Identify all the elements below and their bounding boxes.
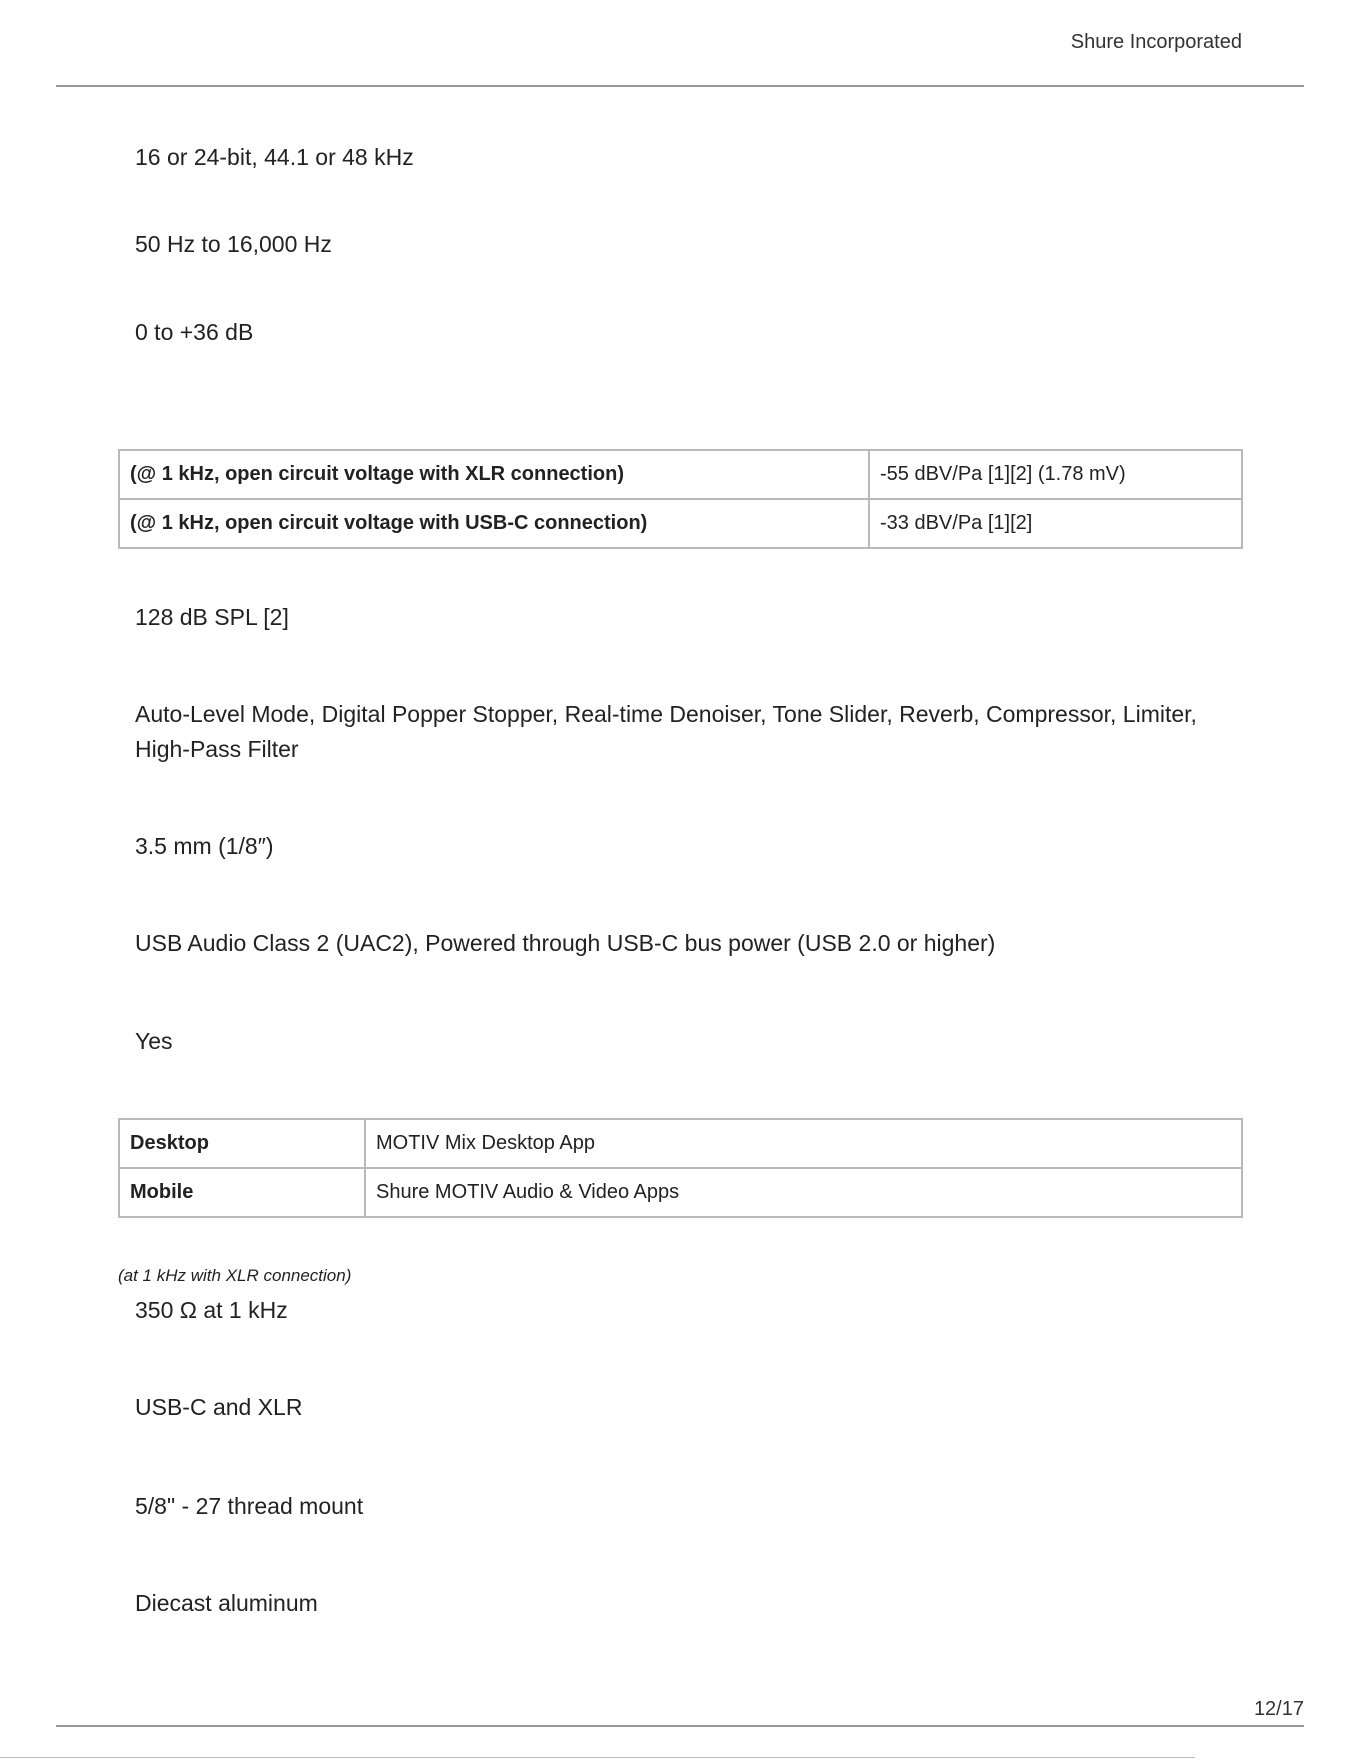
spec-mounting: 5/8" - 27 thread mount xyxy=(135,1493,364,1519)
app-mobile-value: Shure MOTIV Audio & Video Apps xyxy=(365,1168,1242,1217)
app-desktop-value: MOTIV Mix Desktop App xyxy=(365,1119,1242,1168)
sensitivity-table xyxy=(118,449,1243,549)
spec-impedance: 350 Ω at 1 kHz xyxy=(135,1297,288,1323)
table-row xyxy=(119,1119,1242,1168)
spec-usb-power: USB Audio Class 2 (UAC2), Powered through USB-C bus power (USB 2.0 or higher) xyxy=(135,930,996,956)
sensitivity-xlr-value: -55 dBV/Pa [1][2] (1.78 mV) xyxy=(869,450,1242,499)
company-name: Shure Incorporated xyxy=(1070,31,1242,53)
spec-output-connector: USB-C and XLR xyxy=(135,1394,303,1420)
app-table xyxy=(118,1118,1243,1218)
header-divider xyxy=(56,85,1304,87)
footer-divider xyxy=(56,1725,1304,1727)
sensitivity-usbc-label: (@ 1 kHz, open circuit voltage with USB-C connection) xyxy=(119,499,869,548)
table-row xyxy=(119,450,1242,499)
spec-headphone-jack: 3.5 mm (1/8″) xyxy=(135,833,274,859)
table-row xyxy=(119,1168,1242,1217)
spec-max-spl: 128 dB SPL [2] xyxy=(135,604,289,630)
spec-dsp-features: Auto-Level Mode, Digital Popper Stopper, Real-time Denoiser, Tone Slider, Reverb, Compressor, Limiter, High-Pass Filter xyxy=(135,701,1197,762)
spec-sample-rate: 16 or 24-bit, 44.1 or 48 kHz xyxy=(135,144,414,170)
table-row xyxy=(119,499,1242,548)
app-mobile-label: Mobile xyxy=(119,1168,365,1217)
impedance-note: (at 1 kHz with XLR connection) xyxy=(118,1266,352,1285)
sensitivity-usbc-value: -33 dBV/Pa [1][2] xyxy=(869,499,1242,548)
spec-housing: Diecast aluminum xyxy=(135,1590,318,1616)
sensitivity-xlr-label: (@ 1 kHz, open circuit voltage with XLR connection) xyxy=(119,450,869,499)
page-edge-line xyxy=(0,1757,1195,1758)
spec-gain-range: 0 to +36 dB xyxy=(135,319,254,345)
spec-mfi-certified: Yes xyxy=(135,1028,173,1054)
app-desktop-label: Desktop xyxy=(119,1119,365,1168)
page-number: 12/17 xyxy=(1253,1698,1304,1720)
spec-frequency-response: 50 Hz to 16,000 Hz xyxy=(135,231,332,257)
